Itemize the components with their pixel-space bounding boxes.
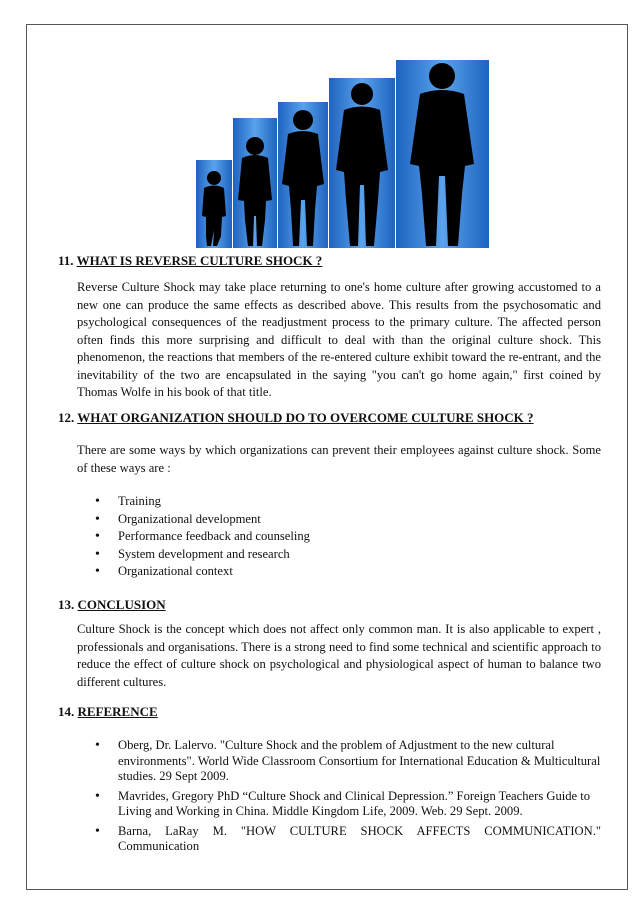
list-item: • Organizational development xyxy=(95,511,310,529)
section-number: 12. xyxy=(58,410,75,425)
heading-reference xyxy=(58,704,158,720)
heading-reverse-culture-shock xyxy=(58,253,322,269)
list-item: • Training xyxy=(95,493,310,511)
list-item: • System development and research xyxy=(95,546,310,564)
section-number: 14. xyxy=(58,704,75,719)
section-title: WHAT IS REVERSE CULTURE SHOCK ? xyxy=(76,253,323,268)
growth-silhouettes-image xyxy=(196,60,489,248)
reference-list xyxy=(95,738,601,859)
reverse-culture-shock-paragraph: Reverse Culture Shock may take place returning to one's home culture after growing accustomed to a new one can produce the same effects as described above. This results from the psychosomatic and psychological consequences of the readjustment process to the primary culture. The affected person often finds this more surprising and difficult to deal with than the original culture shock. This phenomenon, the reactions that members of the re-entered culture exhibit toward the re-entrant, and the inevitability of the two are encapsulated in the saying "you can't go home again," first coined by Thomas Wolfe in his book of that title. xyxy=(77,280,601,399)
conclusion-paragraph: Culture Shock is the concept which does not affect only common man. It is also applicable to expert , professionals and organisations. There is a strong need to find some technical and scientific approach to reduce the effect of culture shock on psychological and physiological aspect of human to balance two different cultures. xyxy=(77,622,601,689)
list-item: • Organizational context xyxy=(95,563,310,581)
organization-paragraph: There are some ways by which organizations can prevent their employees against culture shock. Some of these ways are : xyxy=(77,443,601,475)
section-number: 11. xyxy=(58,253,74,268)
section-number: 13. xyxy=(58,597,75,612)
section-title: REFERENCE xyxy=(77,704,158,719)
section-title: WHAT ORGANIZATION SHOULD DO TO OVERCOME CULTURE SHOCK ? xyxy=(77,410,534,425)
list-item: • Performance feedback and counseling xyxy=(95,528,310,546)
ways-list xyxy=(95,493,310,581)
reference-continuation: Communication xyxy=(118,839,200,853)
reference-item: • Oberg, Dr. Lalervo. "Culture Shock and the problem of Adjustment to the new cultural environments". World Wide Classroom Consortium for International Education & Multicultural studies. 29 Sept 2009. xyxy=(95,738,601,785)
reference-item: • Barna, LaRay M. "HOW CULTURE SHOCK AFFECTS COMMUNICATION." xyxy=(95,824,601,840)
section-title: CONCLUSION xyxy=(77,597,166,612)
reference-item: • Mavrides, Gregory PhD “Culture Shock and Clinical Depression.” Foreign Teachers Guide to Living and Working in China. Middle Kingdom Life, 2009. Web. 29 Sept. 2009. xyxy=(95,789,601,820)
heading-organization xyxy=(58,410,534,426)
heading-conclusion xyxy=(58,597,166,613)
